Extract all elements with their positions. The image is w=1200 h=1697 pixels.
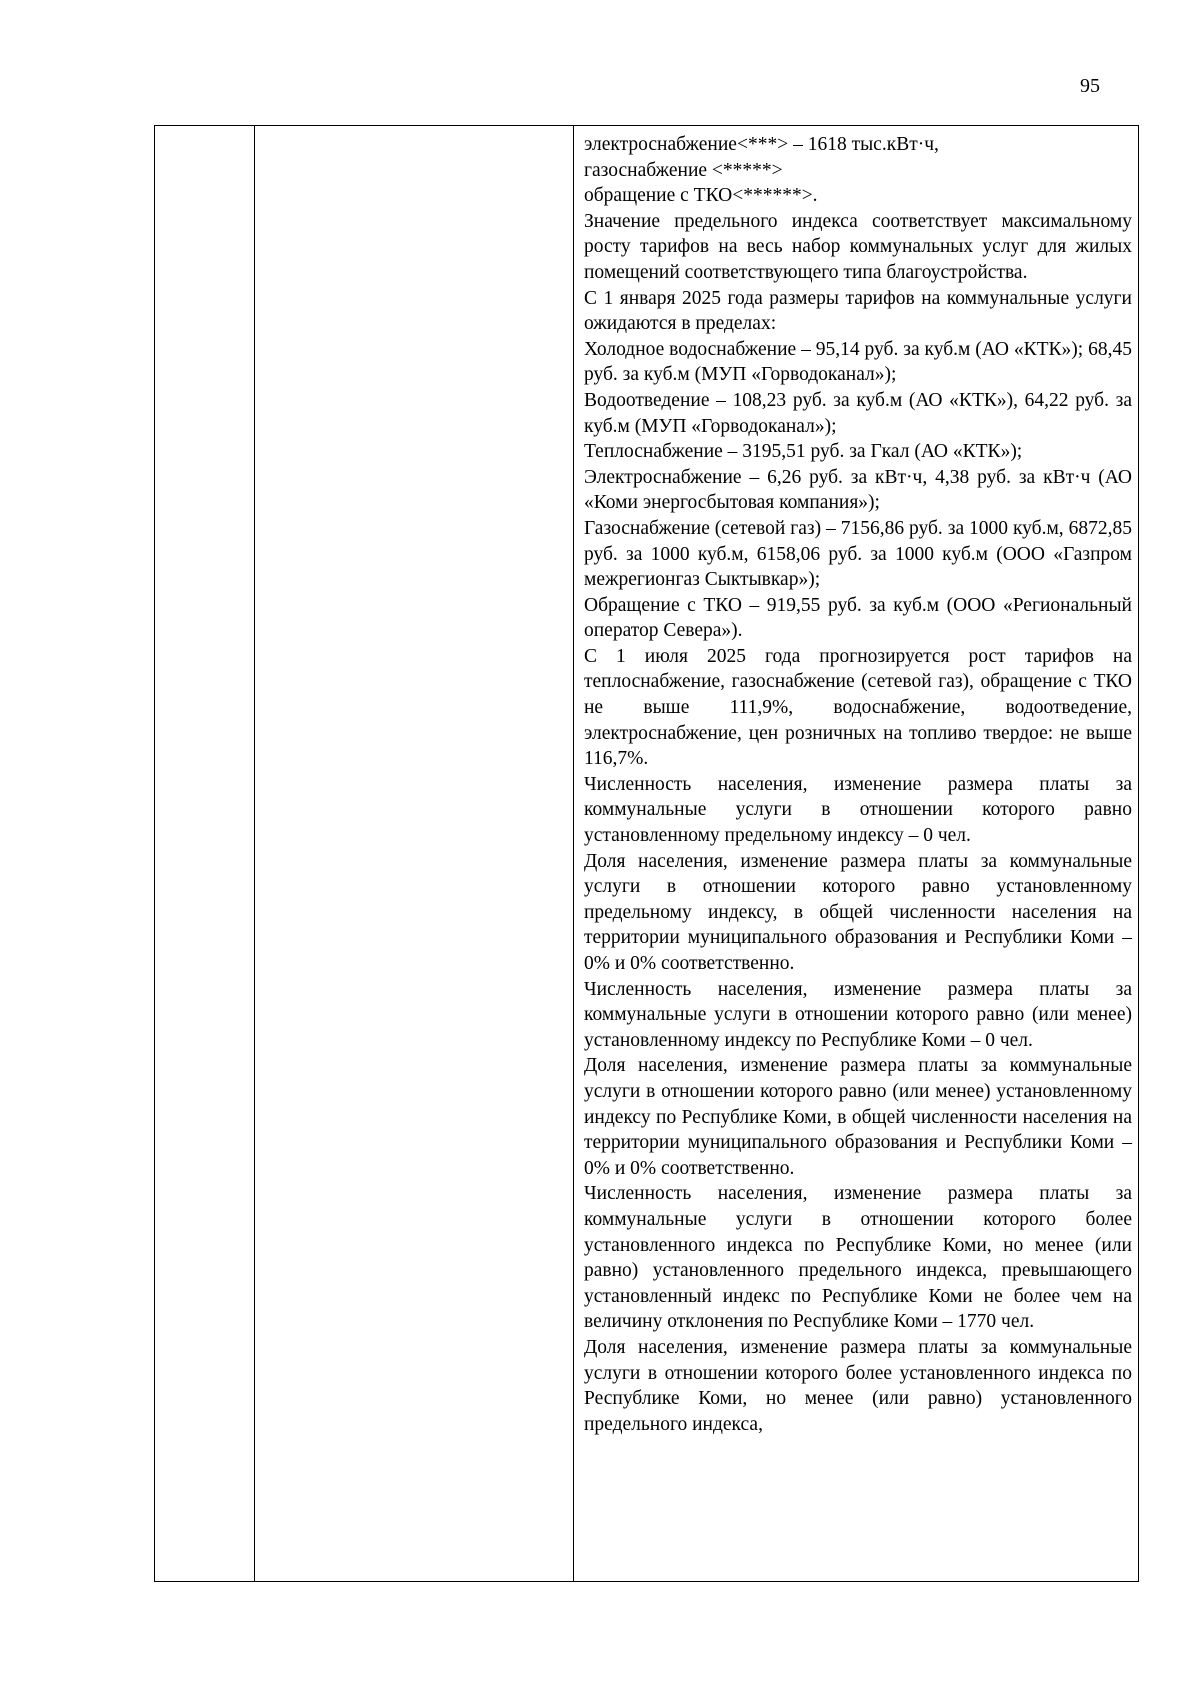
- paragraph: газоснабжение <*****>: [584, 159, 783, 181]
- table-cell-col2: [255, 126, 574, 1582]
- cell-text: [574, 126, 1138, 1437]
- paragraph: Доля населения, изменение размера платы за коммунальные услуги в отношении которого равно установленному предельному индексу, в общей численности населения на территории муниципального образования и Республики Коми – 0% и 0% соответственно.: [584, 850, 1132, 974]
- paragraph: Численность населения, изменение размера платы за коммунальные услуги в отношении которого более установленного индекса по Республике Коми, но менее (или равно) установленного предельного индекса, превышающего установленный индекс по Республике Коми не более чем на величину отклонения по Республике Коми – 1770 чел.: [584, 1183, 1132, 1333]
- paragraph: Электроснабжение – 6,26 руб. за кВт·ч, 4,38 руб. за кВт·ч (АО «Коми энергосбытовая компания»);: [584, 466, 1132, 514]
- page-number: 95: [1080, 75, 1100, 97]
- paragraph: Обращение с ТКО – 919,55 руб. за куб.м (ООО «Региональный оператор Севера»).: [584, 594, 1132, 642]
- paragraph: С 1 июля 2025 года прогнозируется рост тарифов на теплоснабжение, газоснабжение (сетевой газ), обращение с ТКО не выше 111,9%, водоснабжение, водоотведение, электроснабжение, цен розничных на топливо твердое: не выше 116,7%.: [584, 645, 1132, 770]
- paragraph: Численность населения, изменение размера платы за коммунальные услуги в отношении которого равно (или менее) установленному индексу по Республике Коми – 0 чел.: [584, 978, 1132, 1051]
- table-cell-col1: [155, 126, 255, 1582]
- document-table: [154, 125, 1139, 1582]
- paragraph: Доля населения, изменение размера платы за коммунальные услуги в отношении которого более установленного индекса по Республике Коми, но менее (или равно) установленного предельного индекса,: [584, 1336, 1132, 1435]
- paragraph: обращение с ТКО<******>.: [584, 185, 818, 207]
- paragraph: Газоснабжение (сетевой газ) – 7156,86 руб. за 1000 куб.м, 6872,85 руб. за 1000 куб.м, 6158,06 руб. за 1000 куб.м (ООО «Газпром межрегионгаз Сыктывкар»);: [584, 517, 1132, 591]
- table-row: [155, 126, 1139, 1582]
- paragraph: Значение предельного индекса соответствует максимальному росту тарифов на весь набор коммунальных услуг для жилых помещений соответствующего типа благоустройства.: [584, 210, 1132, 283]
- paragraph: С 1 января 2025 года размеры тарифов на коммунальные услуги ожидаются в пределах:: [584, 287, 1132, 335]
- paragraph: Водоотведение – 108,23 руб. за куб.м (АО «КТК»), 64,22 руб. за куб.м (МУП «Горводоканал»);: [584, 389, 1132, 437]
- table-cell-col3: [574, 126, 1139, 1582]
- paragraph: Доля населения, изменение размера платы за коммунальные услуги в отношении которого равно (или менее) установленному индексу по Республике Коми, в общей численности населения на территории муниципального образования и Республики Коми – 0% и 0% соответственно.: [584, 1055, 1132, 1179]
- paragraph: Теплоснабжение – 3195,51 руб. за Гкал (АО «КТК»);: [584, 441, 1023, 463]
- paragraph: Холодное водоснабжение – 95,14 руб. за куб.м (АО «КТК»); 68,45 руб. за куб.м (МУП «Горводоканал»);: [584, 338, 1132, 386]
- paragraph: Численность населения, изменение размера платы за коммунальные услуги в отношении которого равно установленному предельному индексу – 0 чел.: [584, 773, 1132, 847]
- paragraph: электроснабжение<***> – 1618 тыс.кВт·ч,: [584, 134, 939, 155]
